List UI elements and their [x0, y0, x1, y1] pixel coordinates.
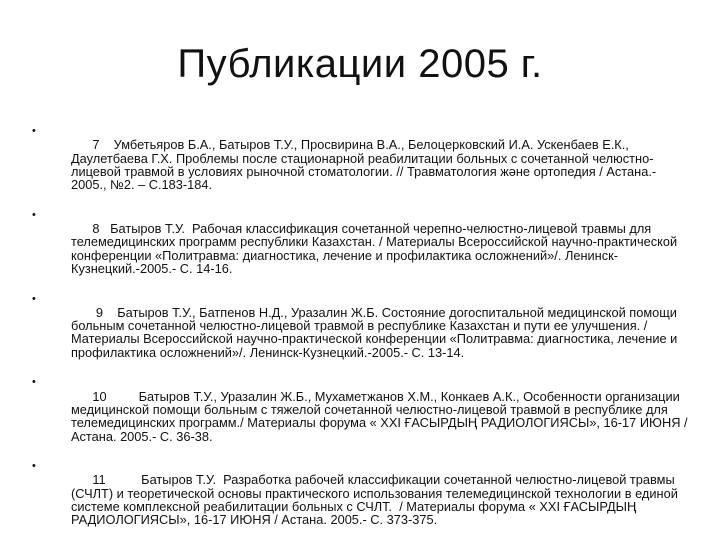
- list-item: [30, 293, 690, 373]
- bullet-icon: •: [32, 376, 36, 389]
- publication-text: 11 Батыров Т.У. Разработка рабочей классификации сочетанной челюстно-лицевой травмы (СЧЛТ) и теоретической основы практического использования телемедицинской технологии в единой системе комплексной реабилитации больных с СЧЛТ. / Материалы форума « XXI ҒАСЫРДЫҢ РАДИОЛОГИЯСЫ», 16-17 ИЮНЯ / Астана. 2005.- С. 373-375.: [71, 472, 682, 528]
- publication-text: 7 Умбетьяров Б.А., Батыров Т.У., Просвирина В.А., Белоцерковский И.А. Ускенбаев Е.К., Даулетбаева Г.Х. Проблемы после стационарной реабилитации больных с сочетанной челюстно-лицевой травмой в условиях рыночной стоматологии. // Травматология және ортопедия / Астана.- 2005., №2. – С.183-184.: [71, 137, 660, 193]
- publication-list: [30, 125, 690, 544]
- list-item: [30, 460, 690, 540]
- list-item: [30, 125, 690, 205]
- bullet-icon: •: [32, 292, 36, 305]
- list-item: [30, 209, 690, 289]
- publication-text: 8 Батыров Т.У. Рабочая классификация сочетанной черепно-челюстно-лицевой травмы для телемедицинских программ республики Казахстан. / Материалы Всероссийской научно-практической конференции «Политравма: диагностика, лечение и профилактика осложнений»/. Ленинск-Кузнецкий.-2005.- С. 14-16.: [71, 221, 681, 276]
- publication-text: 9 Батыров Т.У., Батпенов Н.Д., Уразалин Ж.Б. Состояние догоспитальной медицинской помощи больным сочетанной челюстно-лицевой травмой в республике Казахстан и пути ее улучшения. / Материалы Всероссийской научно-практической конференции «Политравма: диагностика, лечение и профилактика осложнений»/. Ленинск-Кузнецкий.-2005.- С. 13-14.: [71, 304, 681, 360]
- bullet-icon: •: [32, 460, 36, 473]
- bullet-icon: •: [32, 208, 36, 221]
- list-item: [30, 376, 690, 456]
- slide-title: Публикации 2005 г.: [177, 42, 543, 86]
- publication-text: 10 Батыров Т.У., Уразалин Ж.Б., Мухаметжанов Х.М., Конкаев А.К., Особенности организации медицинской помощи больным с тяжелой сочетанной челюстно-лицевой травмой в республике для телемедицинских программ./ Материалы форума « XXI ҒАСЫРДЫҢ РАДИОЛОГИЯСЫ», 16-17 ИЮНЯ / Астана. 2005.- С. 36-38.: [71, 388, 692, 444]
- bullet-icon: •: [32, 125, 36, 137]
